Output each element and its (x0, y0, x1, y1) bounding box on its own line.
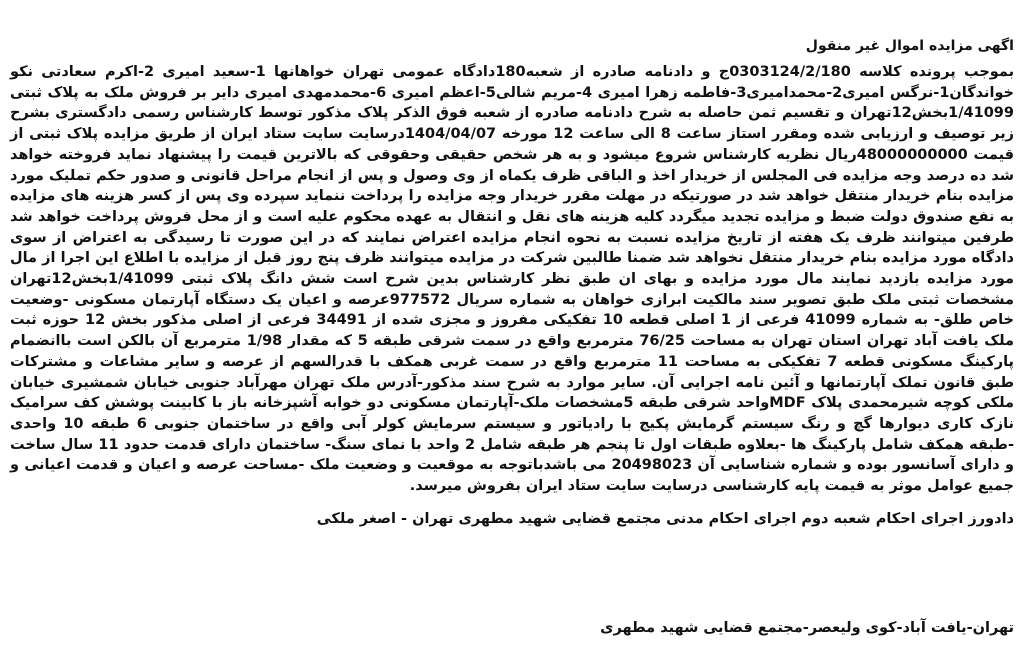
notice-signature: دادورز اجرای احکام شعبه دوم اجرای احکام مدنی مجتمع قضایی شهید مطهری تهران - اصغر ملکی (316, 510, 1014, 527)
notice-address: تهران-یافت آباد-کوی ولیعصر-مجتمع قضایی شهید مطهری (600, 620, 1014, 636)
notice-title: اگهی مزایده اموال غیر منقول (805, 38, 1014, 54)
notice-body: بموجب پرونده کلاسه 0303124/2/180ج و دادنامه صادره از شعبه180دادگاه عمومی تهران خواهانها 1-سعید امیری 2-اکرم سعادتی نکو خواندگان1-نرگس امیری2-محمدامیری3-فاطمه زهرا امیری 4-مریم شالی5-اعظم امیری 6-محمدمهدی امیری دایر بر فروش ملک به پلاک ثبتی 1/41099بخش12تهران و تقسیم ثمن حاصله به شرح دادنامه صادره از شعبه فوق الذکر پلاک مذکور توسط کارشناس رسمی دادگستری بشرح زیر توصیف و ارزیابی شده ومقرر استاز ساعت 8 الی ساعت 12 مورخه 1404/04/07درسایت سایت ستاد ایران از طریق مزایده پلاک ثبتی از قیمت 48000000000ریال نظریه کارشناس شروع میشود و به هر شخص حقیقی وحقوقی که بالاترین قیمت را پیشنهاد نماید فروخته خواهد شد ده درصد وجه مزایده فی المجلس از خریدار اخذ و الباقی ظرف یکماه از وی وصول و پس از انجام مراحل قانونی و صدور حکم تملیک مورد مزایده بنام خریدار منتقل خواهد شد در صورتیکه در مهلت مقرر خریدار وجه مزایده را پرداخت ننماید سپرده وی پس از کسر هزینه های مزایده به نفع صندوق دولت ضبط و مزایده تجدید میگردد کلیه هزینه های نقل و انتقال به عهده محکوم علیه است و از محل فروش پرداخت خواهد شد طرفین میتوانند ظرف یک هفته از تاریخ مزایده نسبت به نحوه انجام مزایده اعتراض نمایند که در این صورت تا رسیدگی به اعتراض از سوی دادگاه مورد مزایده بنام خریدار منتقل نخواهد شد ضمنا طالبین شرکت در مزایده میتوانند ظرف پنج روز قبل از مزایده با اطلاع این اجرا از مال مورد مزایده بازدید نمایند مال مورد مزایده و بهای ان طبق نظر کارشناس بدین شرح است شش دانگ پلاک ثبتی 1/41099بخش12تهران مشخصات ثبتی ملک طبق تصویر سند مالکیت ابرازی خواهان به شماره سریال 977572عرصه و اعیان یک دستگاه آپارتمان مسکونی -وضعیت خاص طلق- به شماره 41099 فرعی از 1 اصلی قطعه 10 تفکیکی مفروز و مجزی شده از 34491 فرعی از اصلی مذکور بخش 12 حوزه ثبت ملک یافت آباد تهران استان تهران به مساحت 76/25 مترمربع واقع در سمت شرقی طبقه 5 که مقدار 1/98 مترمربع آن بالکن است باانضمام پارکینگ مسکونی قطعه 7 تفکیکی به مساحت 11 مترمربع واقع در سمت غربی همکف با قدرالسهم از عرصه و سایر مشاعات و مشترکات طبق قانون تملک آپارتمانها و آئین نامه اجرایی آن. سایر موارد به شرح سند مذکور-آدرس ملک تهران مهرآباد جنوبی خیابان شمشیری خیابان ملکی کوچه شیرمحمدی پلاک MDFواحد شرقی طبقه 5مشخصات ملک-آپارتمان مسکونی دو خوابه آشپزخانه باز با کابینت پوشش کف سرامیک نازک کاری دیوارها گچ و رنگ سیستم گرمایش پکیج با رادیاتور و سیستم سرمایش کولر آبی واقع در ساختمان جنوبی 6 طبقه 10 واحدی -طبقه همکف شامل پارکینگ ها -بعلاوه طبقات اول تا پنجم هر طبقه شامل 2 واحد با نمای سنگ- ساختمان دارای قدمت حدود 11 سال ساخت و دارای آسانسور بوده و شماره شناسایی آن 20498023 می باشدباتوجه به موقعیت و وضعیت ملک -مساحت عرصه و اعیان و قدمت اعیانی و جمیع عوامل موثر به قیمت پایه کارشناسی درسایت سایت ستاد ایران بفروش میرسد. (10, 64, 1015, 495)
